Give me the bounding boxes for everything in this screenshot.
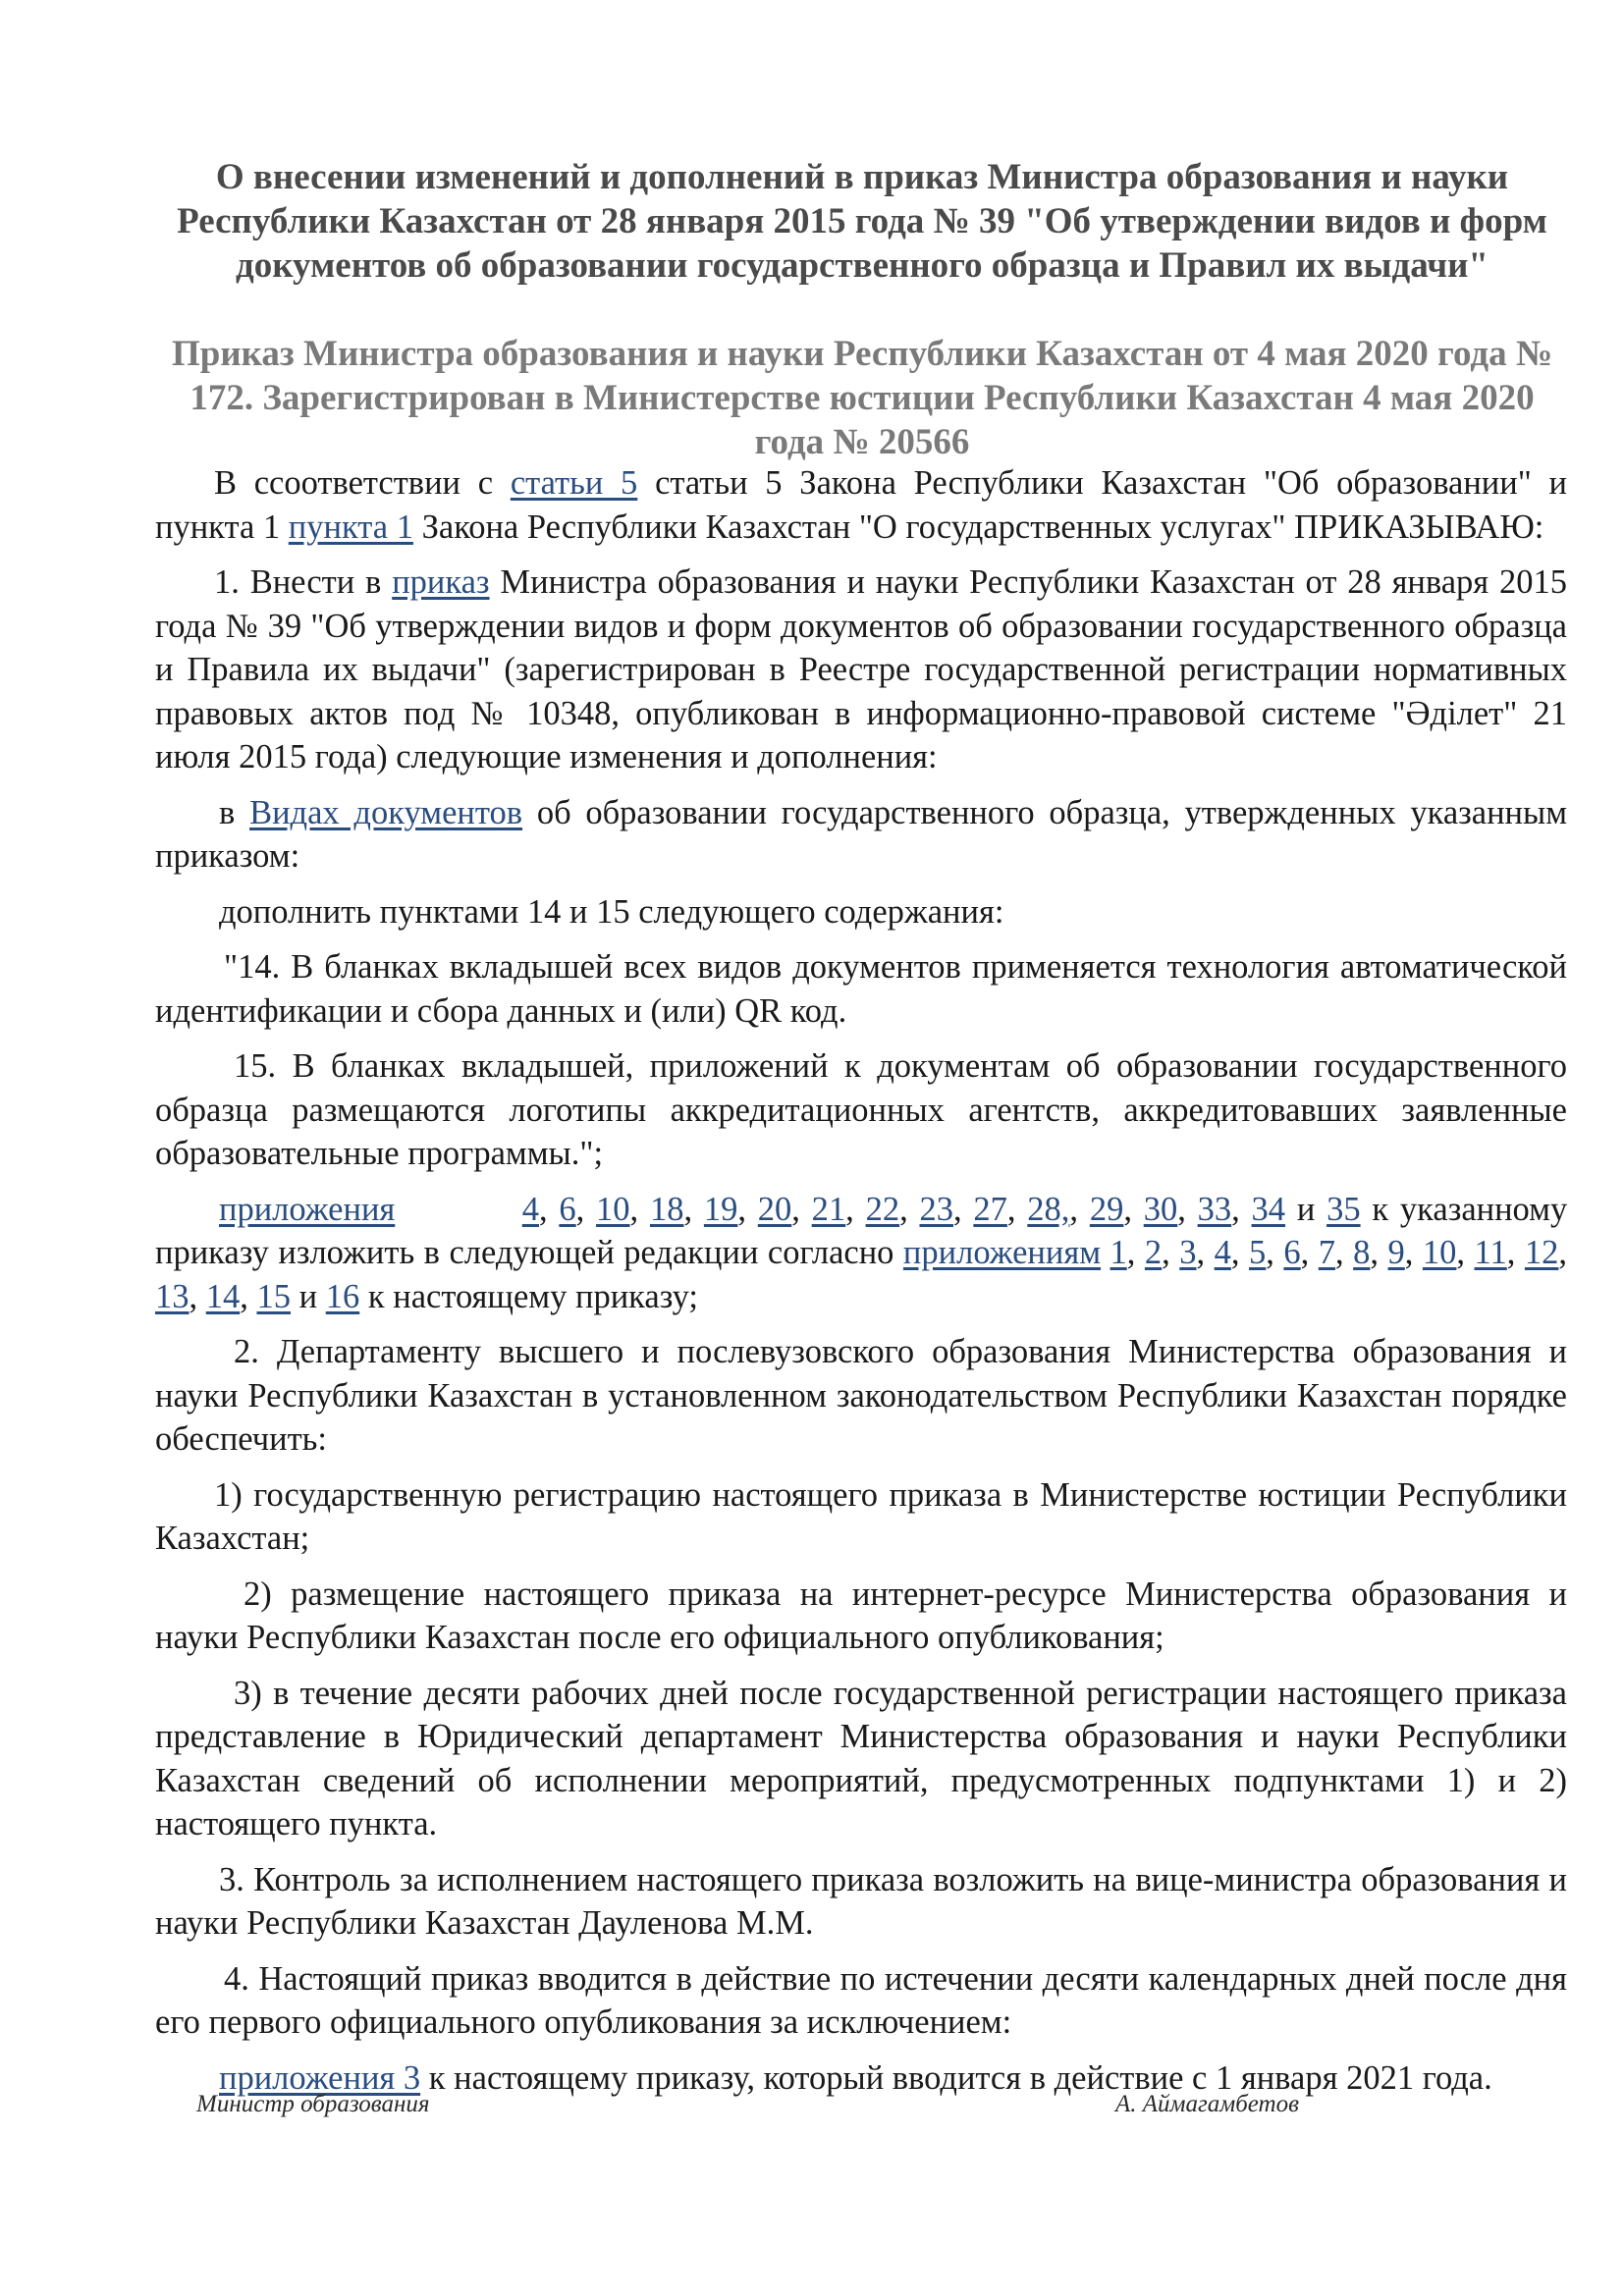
link-attachment-number[interactable]: 6 xyxy=(559,1190,576,1228)
link-attachment-number[interactable]: 21 xyxy=(811,1190,846,1228)
paragraph-subitem-2: 2) размещение настоящего приказа на интернет-ресурсе Министерства образования и науки Республики Казахстан после его официального опубликования; xyxy=(155,1575,1567,1656)
paragraph-supplement: дополнить пунктами 14 и 15 следующего содержания: xyxy=(219,892,1004,931)
link-new-attachment-number[interactable]: 3 xyxy=(1179,1234,1197,1271)
link-attachment-3[interactable]: приложения 3 xyxy=(219,2058,421,2097)
text-run: Закона Республики Казахстан "О государственных услугах" ПРИКАЗЫВАЮ: xyxy=(421,507,1544,546)
link-attachment-number[interactable]: 34 xyxy=(1251,1190,1286,1228)
text-run: 1. Внести в xyxy=(214,563,382,601)
text-run: к настоящему приказу, который вводится в действие с 1 января 2021 года. xyxy=(428,2058,1492,2097)
paragraph-point-14: "14. В бланках вкладышей всех видов документов применяется технология автоматической идентификации и сбора данных и (или) QR код. xyxy=(155,948,1567,1030)
link-new-attachment-number[interactable]: 1 xyxy=(1110,1234,1127,1271)
link-attachment-number[interactable]: 20 xyxy=(757,1190,792,1228)
text-run: В ссоответствии с xyxy=(214,464,494,502)
link-attachment-number[interactable]: 33 xyxy=(1197,1190,1232,1228)
link-article-5[interactable]: статьи 5 xyxy=(510,464,638,502)
link-attachment-number[interactable]: 19 xyxy=(703,1190,738,1228)
paragraph-types-of-documents xyxy=(155,791,1567,879)
link-attachment-number[interactable]: 35 xyxy=(1326,1190,1361,1228)
link-attachment-number[interactable]: 29 xyxy=(1089,1190,1124,1228)
link-attachment-number[interactable]: 18 xyxy=(649,1190,684,1228)
paragraph-preamble xyxy=(155,461,1567,549)
paragraph-point-15: 15. В бланках вкладышей, приложений к документам об образовании государственного образца размещаются логотипы аккредитационных агентств, аккредитовавших заявленные образовательные программы."; xyxy=(155,1047,1567,1172)
link-new-attachment-number[interactable]: 16 xyxy=(325,1277,360,1315)
document-title: О внесении изменений и дополнений в приказ Министра образования и науки Республики Казахстан от 28 января 2015 года № 39 "Об утверждении видов и форм документов об образовании государственного образца и Правил их выдачи" xyxy=(177,157,1547,286)
link-new-attachments[interactable]: приложениям xyxy=(902,1234,1102,1271)
text-run: Министра образования и науки Республики Казахстан от 28 января 2015 года № 39 "Об утверждении видов и форм документов об образовании государственного образца и Правила их выдачи" (зарегистрирован в Реестре государственной регистрации нормативных правовых актов под № 10348, опубликован в информационно-правовой системе "Әділет" 21 июля 2015 года) следующие изменения и дополнения: xyxy=(155,563,1567,775)
link-new-attachment-number[interactable]: 13 xyxy=(155,1277,189,1315)
link-attachment-number[interactable]: 23 xyxy=(919,1190,953,1228)
link-attachments[interactable]: приложения xyxy=(219,1190,396,1228)
text-run: и xyxy=(1296,1190,1316,1228)
link-new-attachment-number[interactable]: 15 xyxy=(256,1277,291,1315)
link-new-attachment-number[interactable]: 6 xyxy=(1283,1234,1301,1271)
link-attachment-number[interactable]: 4 xyxy=(521,1190,539,1228)
text-run: к указанному приказу изложить в следующей редакции согласно xyxy=(155,1190,1568,1271)
text-run: в xyxy=(219,793,236,831)
link-new-attachment-number[interactable]: 5 xyxy=(1249,1234,1267,1271)
text-run: и xyxy=(298,1277,318,1315)
link-attachment-number[interactable]: 28, xyxy=(1027,1190,1070,1228)
link-attachment-number[interactable]: 22 xyxy=(865,1190,900,1228)
link-new-attachment-number[interactable]: 8 xyxy=(1353,1234,1371,1271)
paragraph-item-2: 2. Департаменту высшего и послевузовского образования Министерства образования и науки Республики Казахстан в установленном законодательством Республики Казахстан порядке обеспечить: xyxy=(155,1333,1567,1458)
link-attachment-number[interactable]: 27 xyxy=(973,1190,1007,1228)
paragraph-subitem-1: 1) государственную регистрацию настоящего приказа в Министерстве юстиции Республики Казахстан; xyxy=(155,1475,1567,1557)
link-new-attachment-number[interactable]: 10 xyxy=(1422,1234,1457,1271)
link-new-attachment-number[interactable]: 9 xyxy=(1387,1234,1405,1271)
signature-name: А. Аймагамбетов xyxy=(1115,2091,1299,2117)
signature-position: Министр образования xyxy=(196,2091,430,2117)
paragraph-item-1 xyxy=(155,561,1567,779)
link-new-attachment-number[interactable]: 7 xyxy=(1318,1234,1336,1271)
link-new-attachment-number[interactable]: 14 xyxy=(205,1277,241,1315)
link-attachment-number[interactable]: 10 xyxy=(596,1190,630,1228)
link-new-attachment-number[interactable]: 4 xyxy=(1214,1234,1231,1271)
text-run: статьи 5 Закона Республики Казахстан "Об образовании" и пункта 1 xyxy=(155,464,1568,546)
link-new-attachment-number[interactable]: 11 xyxy=(1474,1234,1507,1271)
link-attachment-number[interactable]: 30 xyxy=(1143,1190,1178,1228)
link-new-attachment-number[interactable]: 2 xyxy=(1144,1234,1163,1271)
link-order[interactable]: приказ xyxy=(392,563,490,601)
paragraph-item-3: 3. Контроль за исполнением настоящего приказа возложить на вице-министра образования и науки Республики Казахстан Дауленова М.М. xyxy=(155,1860,1567,1942)
paragraph-item-4: 4. Настоящий приказ вводится в действие по истечении десяти календарных дней после дня его первого официального опубликования за исключением: xyxy=(155,1959,1567,2041)
text-run: к настоящему приказу; xyxy=(367,1277,698,1315)
link-new-attachment-number[interactable]: 12 xyxy=(1524,1234,1559,1271)
paragraph-attachments: приложения 4, 6, 10, 18, 19, 20, 21, 22, 23, 27, 28,, 29, 30, 33, 34 и 35 к указанному приказу изложить в следующей редакции согласно приложениям 1, 2, 3, 4, 5, 6, 7, 8, 9, 10, 11, 12, 13, 14, 15 и 16 к настоящему приказу; xyxy=(155,1190,1568,1315)
link-point-1[interactable]: пункта 1 xyxy=(288,507,413,546)
text-run: об образовании государственного образца, утвержденных указанным приказом: xyxy=(155,793,1568,875)
paragraph-subitem-3: 3) в течение десяти рабочих дней после государственной регистрации настоящего приказа представление в Юридический департамент Министерства образования и науки Республики Казахстан сведений об исполнении мероприятий, предусмотренных подпунктами 1) и 2) настоящего пункта. xyxy=(155,1674,1567,1842)
link-types-of-documents[interactable]: Видах документов xyxy=(249,793,523,831)
document-body xyxy=(155,461,1567,2100)
document-subtitle: Приказ Министра образования и науки Республики Казахстан от 4 мая 2020 года № 172. Зарегистрирован в Министерстве юстиции Республики Казахстан 4 мая 2020 года № 20566 xyxy=(171,334,1553,462)
